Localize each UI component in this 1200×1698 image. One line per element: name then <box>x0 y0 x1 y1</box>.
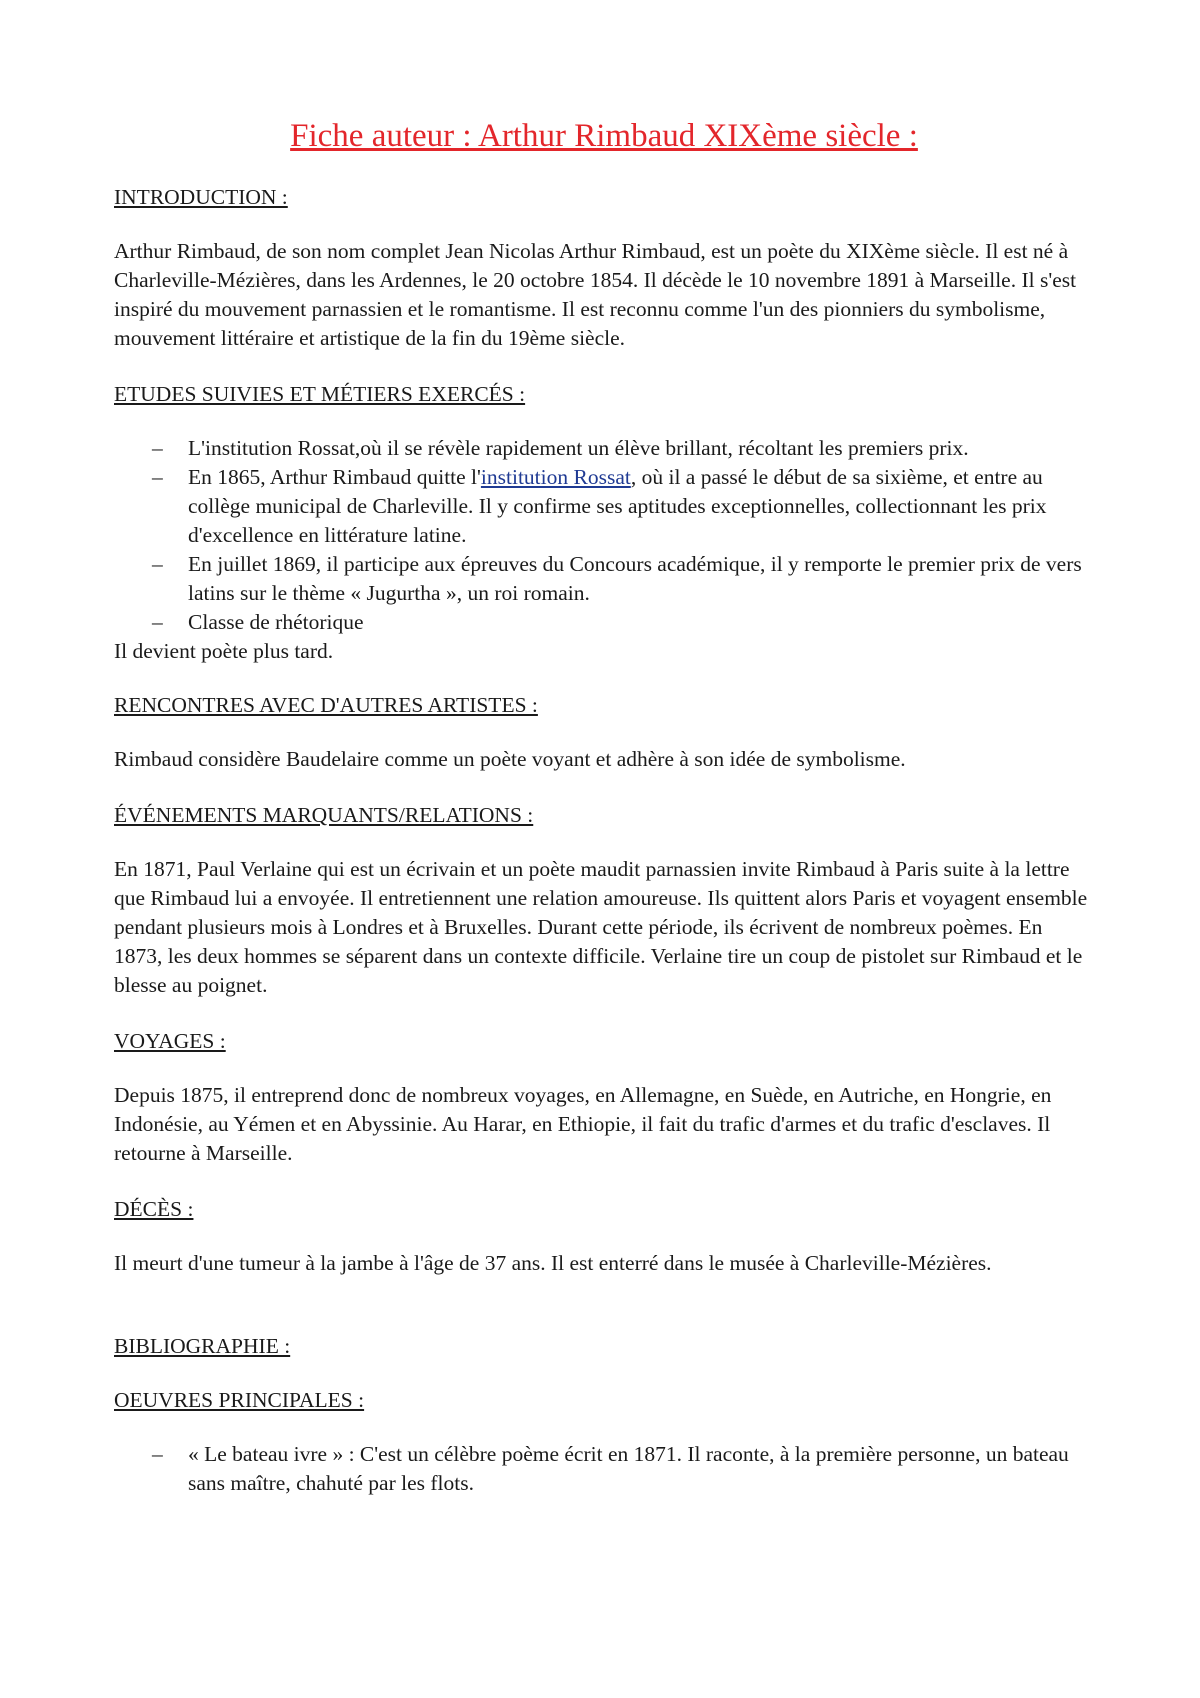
document-page <box>114 108 1094 1498</box>
heading-bibliographie: BIBLIOGRAPHIE : <box>114 1334 291 1358</box>
list-item-text: En juillet 1869, il participe aux épreuves du Concours académique, il y remporte le premier prix de vers latins sur le thème « Jugurtha », un roi romain. <box>188 552 1082 605</box>
dash-bullet: – <box>152 552 163 576</box>
introduction-text: Arthur Rimbaud, de son nom complet Jean Nicolas Arthur Rimbaud, est un poète du XIXème siècle. Il est né à Charleville-Mézières, dans les Ardennes, le 20 octobre 1854. Il décède le 10 novembre 1891 à Marseille. Il s'est inspiré du mouvement parnassien et le romantisme. Il est reconnu comme l'un des pionniers du symbolisme, mouvement littéraire et artistique de la fin du 19ème siècle. <box>114 239 1077 350</box>
list-item <box>114 1440 1094 1498</box>
dash-bullet: – <box>152 1442 163 1466</box>
etudes-list <box>114 434 1094 637</box>
deces-text: Il meurt d'une tumeur à la jambe à l'âge de 37 ans. Il est enterré dans le musée à Charleville-Mézières. <box>114 1251 992 1275</box>
evenements-text: En 1871, Paul Verlaine qui est un écrivain et un poète maudit parnassien invite Rimbaud à Paris suite à la lettre que Rimbaud lui a envoyée. Il entretiennent une relation amoureuse. Ils quittent alors Paris et voyagent ensemble pendant plusieurs mois à Londres et à Bruxelles. Durant cette période, ils écrivent de nombreux poèmes. En 1873, les deux hommes se séparent dans un contexte difficile. Verlaine tire un coup de pistolet sur Rimbaud et le blesse au poignet. <box>114 857 1088 997</box>
heading-etudes: ETUDES SUIVIES ET MÉTIERS EXERCÉS : <box>114 382 526 406</box>
etudes-after-text: Il devient poète plus tard. <box>114 639 334 663</box>
list-item-text: « Le bateau ivre » : C'est un célèbre poème écrit en 1871. Il raconte, à la première personne, un bateau sans maître, chahuté par les flots. <box>188 1442 1069 1495</box>
heading-oeuvres: OEUVRES PRINCIPALES : <box>114 1388 365 1412</box>
dash-bullet: – <box>152 436 163 460</box>
heading-introduction: INTRODUCTION : <box>114 185 288 209</box>
list-item <box>114 550 1094 608</box>
dash-bullet: – <box>152 610 163 634</box>
list-item-text: L'institution Rossat,où il se révèle rapidement un élève brillant, récoltant les premiers prix. <box>188 436 969 460</box>
heading-evenements: ÉVÉNEMENTS MARQUANTS/RELATIONS : <box>114 803 534 827</box>
oeuvres-list <box>114 1440 1094 1498</box>
list-item-text-before: En 1865, Arthur Rimbaud quitte l' <box>188 465 481 489</box>
dash-bullet: – <box>152 465 163 489</box>
rencontres-text: Rimbaud considère Baudelaire comme un poète voyant et adhère à son idée de symbolisme. <box>114 747 906 771</box>
heading-voyages: VOYAGES : <box>114 1029 226 1053</box>
list-item <box>114 608 1094 637</box>
institution-rossat-link[interactable]: institution Rossat <box>480 465 631 489</box>
list-item-text: Classe de rhétorique <box>188 610 364 634</box>
list-item <box>114 434 1094 463</box>
heading-deces: DÉCÈS : <box>114 1197 194 1221</box>
list-item-text-after: , où il a passé le début de sa sixième, et entre au collège municipal de Charleville. Il y confirme ses aptitudes exceptionnelles, collectionnant les prix d'excellence en littérature latine. <box>188 465 1047 547</box>
page-title: Fiche auteur : Arthur Rimbaud XIXème siècle : <box>290 118 918 154</box>
voyages-text: Depuis 1875, il entreprend donc de nombreux voyages, en Allemagne, en Suède, en Autriche, en Hongrie, en Indonésie, au Yémen et en Abyssinie. Au Harar, en Ethiopie, il fait du trafic d'armes et du trafic d'esclaves. Il retourne à Marseille. <box>114 1083 1052 1165</box>
heading-rencontres: RENCONTRES AVEC D'AUTRES ARTISTES : <box>114 693 538 717</box>
list-item <box>114 463 1094 550</box>
